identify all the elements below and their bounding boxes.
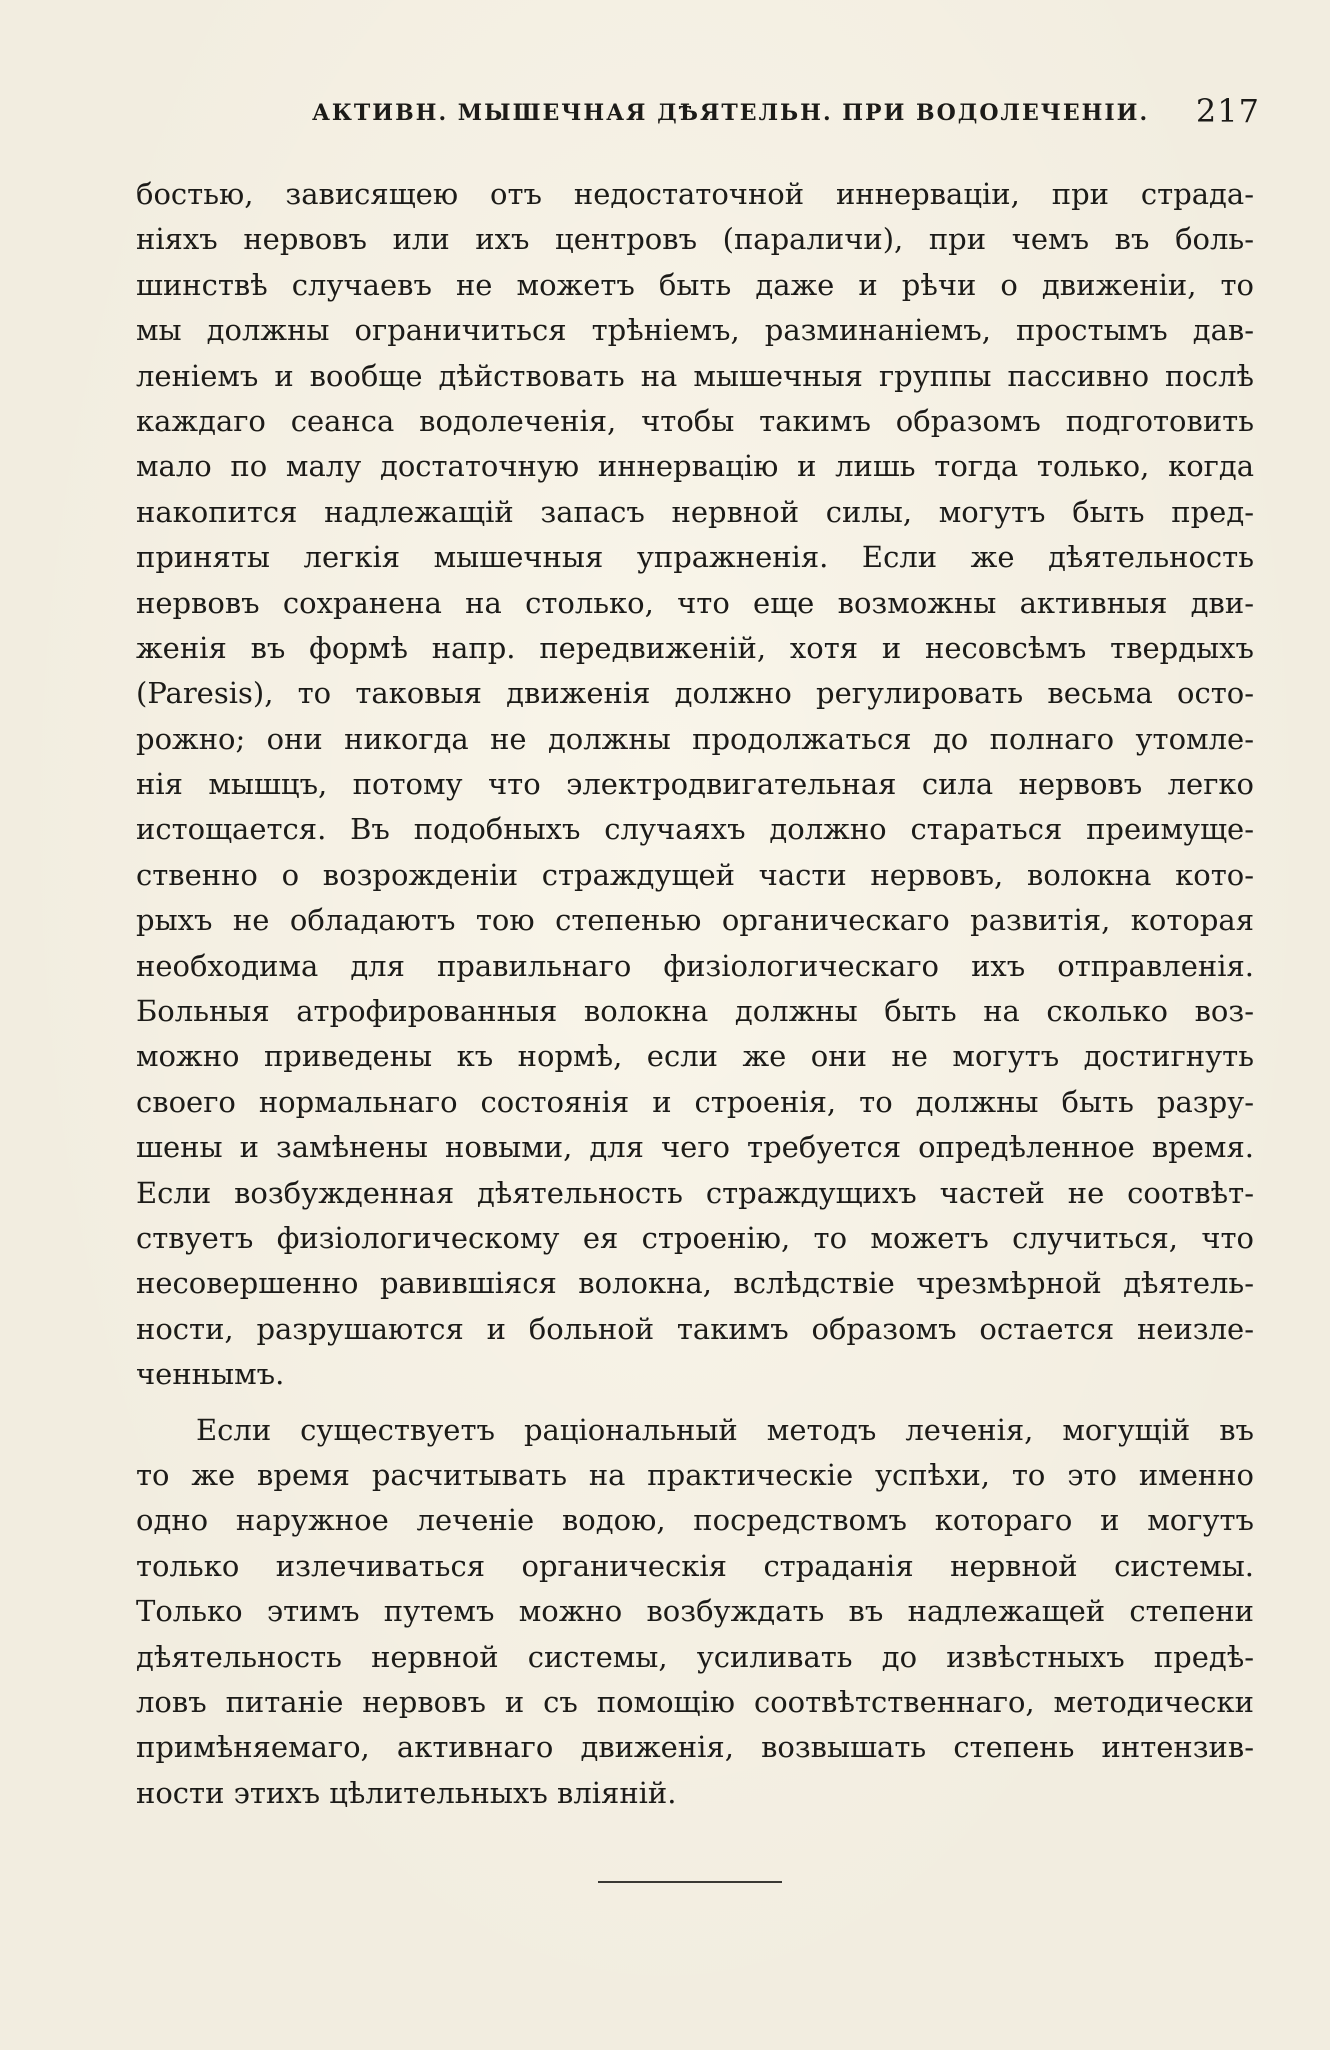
text-line: истощается. Въ подобныхъ случаяхъ должно стараться преимуще- <box>136 812 1254 847</box>
text-line: ловъ питаніе нервовъ и съ помощію соотвѣтственнаго, методически <box>136 1684 1254 1719</box>
text-line: шинствѣ случаевъ не можетъ быть даже и рѣчи о движеніи, то <box>136 267 1254 302</box>
text-line: Если возбужденная дѣятельность страждущихъ частей не соотвѣт- <box>136 1175 1254 1210</box>
text-line: ности этихъ цѣлительныхъ вліяній. <box>136 1775 677 1810</box>
text-line: Больныя атрофированныя волокна должны быть на сколько воз- <box>136 994 1254 1029</box>
paragraph-gap <box>136 1398 1254 1408</box>
text-line: ніяхъ нервовъ или ихъ центровъ (параличи), при чемъ въ боль- <box>136 222 1254 257</box>
text-line: то же время расчитывать на практическіе успѣхи, то это именно <box>136 1457 1254 1492</box>
text-line: шены и замѣнены новыми, для чего требуется опредѣленное время. <box>136 1130 1254 1165</box>
text-line: своего нормальнаго состоянія и строенія, то должны быть разру- <box>136 1084 1254 1119</box>
page-number: 217 <box>1195 92 1260 130</box>
text-line: можно приведены къ нормѣ, если же они не могутъ достигнуть <box>136 1039 1254 1074</box>
text-line: ности, разрушаются и больной такимъ образомъ остается неизле- <box>136 1311 1254 1346</box>
paragraph-1 <box>136 172 1254 1398</box>
text-line: рожно; они никогда не должны продолжаться до полнаго утомле- <box>136 721 1254 756</box>
text-line: нервовъ сохранена на столько, что еще возможны активныя дви- <box>136 585 1254 620</box>
text-line: приняты легкія мышечныя упражненія. Если же дѣятельность <box>136 540 1254 575</box>
text-line: дѣятельность нервной системы, усиливать до извѣстныхъ предѣ- <box>136 1639 1254 1674</box>
text-line: ственно о возрожденіи страждущей части нервовъ, волокна кото- <box>136 857 1254 892</box>
text-line: несовершенно равившіяся волокна, вслѣдствіе чрезмѣрной дѣятель- <box>136 1266 1254 1301</box>
text-line: мы должны ограничиться трѣніемъ, разминаніемъ, простымъ дав- <box>136 313 1254 348</box>
text-line: каждаго сеанса водолеченія, чтобы такимъ образомъ подготовить <box>136 403 1254 438</box>
text-line: мало по малу достаточную иннервацію и лишь тогда только, когда <box>136 449 1254 484</box>
page-header <box>0 92 1330 136</box>
text-line: бостью, зависящею отъ недостаточной иннерваціи, при страда- <box>136 177 1254 211</box>
text-line: рыхъ не обладаютъ тою степенью органическаго развитія, которая <box>136 903 1254 938</box>
text-line: ствуетъ физіологическому ея строенію, то можетъ случиться, что <box>136 1220 1254 1255</box>
section-end-rule <box>598 1881 782 1883</box>
running-head: АКТИВН. МЫШЕЧНАЯ ДѢЯТЕЛЬН. ПРИ ВОДОЛЕЧЕНІИ. <box>312 100 1150 126</box>
text-line: ченнымъ. <box>136 1357 285 1392</box>
text-line: нія мышцъ, потому что электродвигательная сила нервовъ легко <box>136 767 1254 802</box>
text-line: Если существуетъ раціональный методъ леченія, могущій въ <box>196 1412 1254 1447</box>
paragraph-2 <box>136 1408 1254 1817</box>
text-line: (Paresis), то таковыя движенія должно регулировать весьма осто- <box>136 676 1254 711</box>
body-text <box>136 172 1254 1816</box>
text-line: одно наружное леченіе водою, посредствомъ котораго и могутъ <box>136 1503 1254 1538</box>
text-line: примѣняемаго, активнаго движенія, возвышать степень интензив- <box>136 1730 1254 1765</box>
text-line: Только этимъ путемъ можно возбуждать въ надлежащей степени <box>136 1594 1254 1629</box>
text-line: леніемъ и вообще дѣйствовать на мышечныя группы пассивно послѣ <box>136 358 1254 393</box>
text-line: женія въ формѣ напр. передвиженій, хотя и несовсѣмъ твердыхъ <box>136 630 1254 665</box>
text-line: только излечиваться органическія страданія нервной системы. <box>136 1548 1254 1583</box>
text-line: накопится надлежащій запасъ нервной силы, могутъ быть пред- <box>136 494 1254 529</box>
text-line: необходима для правильнаго физіологическаго ихъ отправленія. <box>136 948 1254 983</box>
